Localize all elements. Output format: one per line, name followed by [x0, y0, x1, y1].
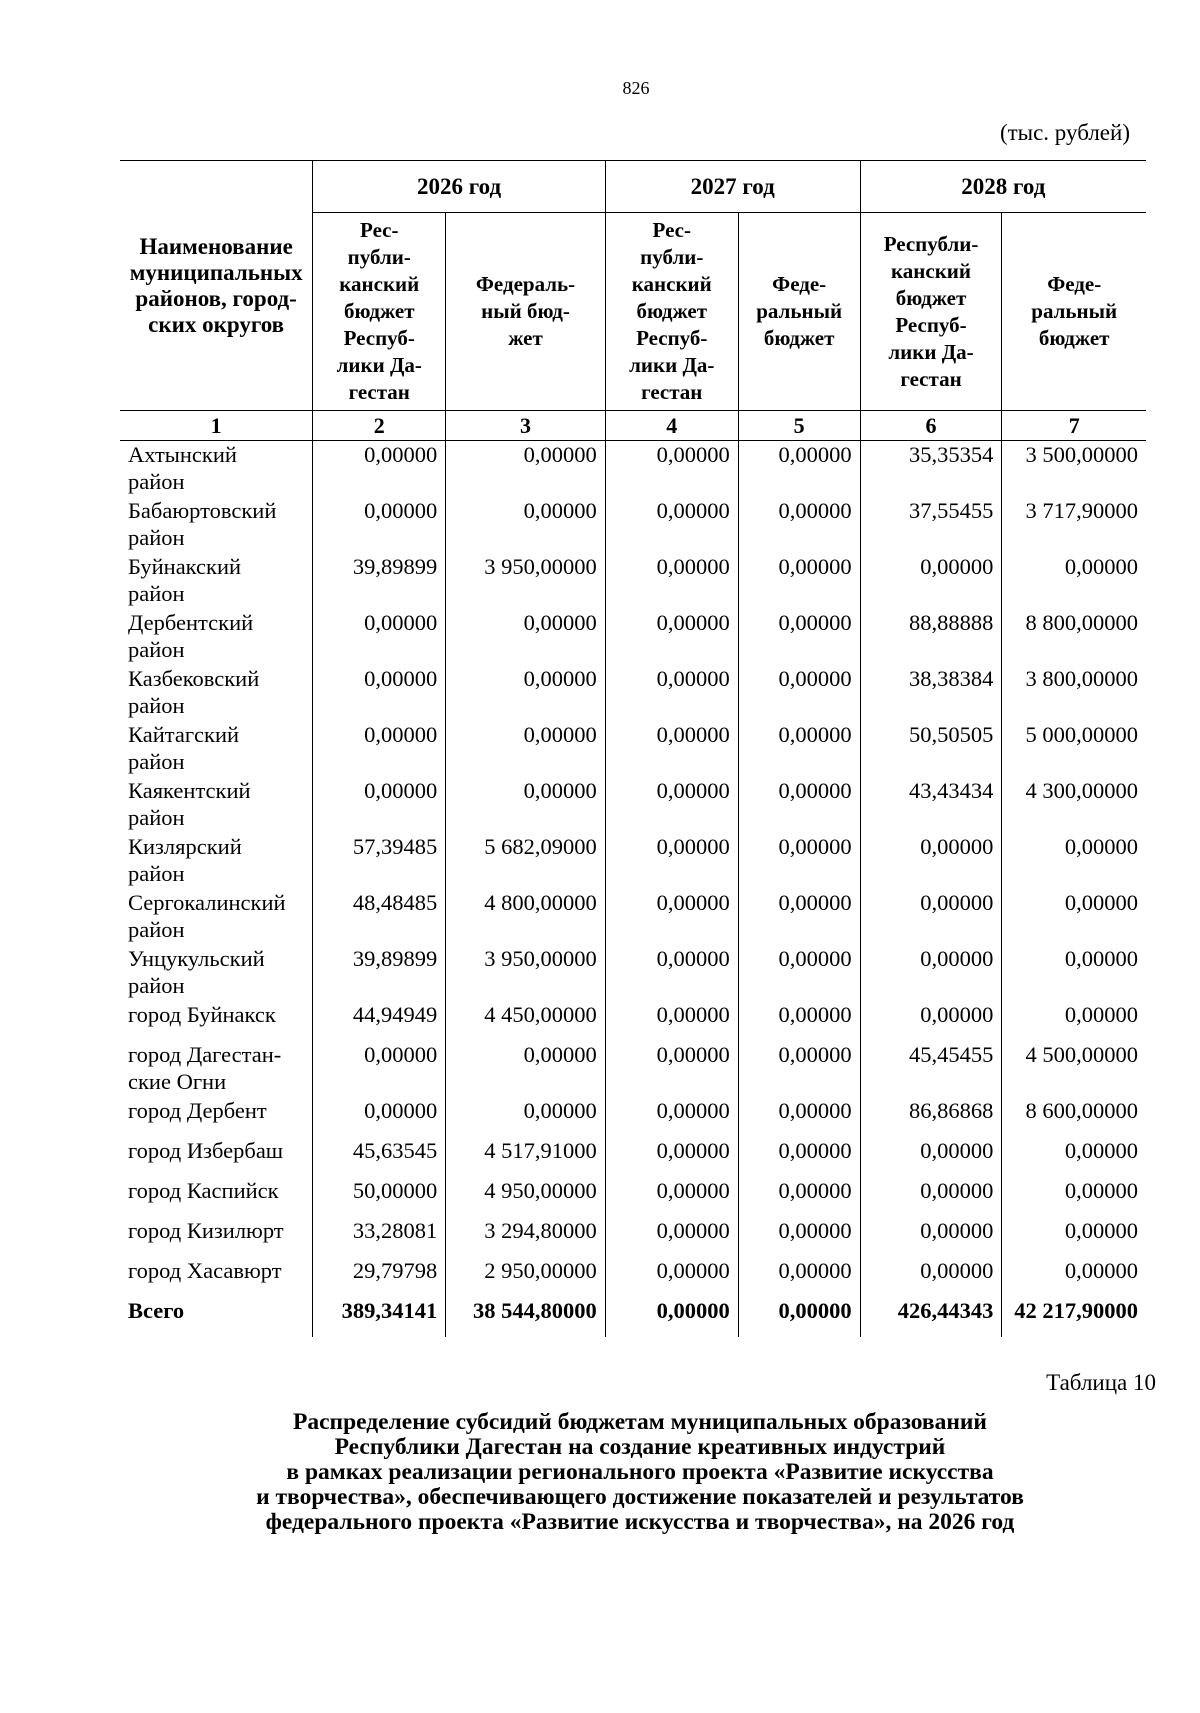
- name-header-line: муниципальных: [129, 259, 303, 285]
- table-row: [120, 833, 1146, 889]
- column-number: 1: [120, 411, 313, 441]
- value-cell: 0,00000: [1002, 1001, 1146, 1041]
- municipality-name: [120, 1041, 313, 1097]
- municipality-name-line: ские Огни: [128, 1068, 227, 1094]
- municipality-name: [120, 889, 313, 945]
- municipality-name: [120, 833, 313, 889]
- municipality-name: [120, 1097, 313, 1137]
- municipality-name-line: Казбековский: [128, 665, 260, 691]
- value-cell: 0,00000: [605, 1097, 738, 1137]
- value-cell: 2 950,00000: [446, 1257, 606, 1297]
- municipality-name: [120, 1137, 313, 1177]
- value-cell: 0,00000: [1002, 889, 1146, 945]
- total-value-cell: 42 217,90000: [1002, 1297, 1146, 1337]
- municipality-name: [120, 441, 313, 497]
- table-row: [120, 1177, 1146, 1217]
- value-cell: 3 950,00000: [446, 945, 606, 1001]
- value-cell: 0,00000: [446, 721, 606, 777]
- value-cell: 0,00000: [605, 1257, 738, 1297]
- value-cell: 38,38384: [860, 665, 1002, 721]
- total-value-cell: 38 544,80000: [446, 1297, 606, 1337]
- value-cell: 0,00000: [738, 1001, 860, 1041]
- value-cell: 0,00000: [605, 1041, 738, 1097]
- value-cell: 0,00000: [1002, 833, 1146, 889]
- value-cell: 0,00000: [738, 721, 860, 777]
- municipality-name-line: город Буйнакск: [128, 1001, 276, 1027]
- municipality-name-line: Сергокалинский: [128, 889, 286, 915]
- total-row: [120, 1297, 1146, 1337]
- name-column-header: [120, 161, 313, 411]
- value-cell: 0,00000: [605, 497, 738, 553]
- column-number: 5: [738, 411, 860, 441]
- value-cell: 4 500,00000: [1002, 1041, 1146, 1097]
- value-cell: 0,00000: [738, 441, 860, 497]
- value-cell: 0,00000: [738, 1257, 860, 1297]
- subheader-line: Феде-: [1047, 272, 1102, 296]
- table-row: [120, 945, 1146, 1001]
- value-cell: 0,00000: [446, 497, 606, 553]
- value-cell: 0,00000: [313, 441, 446, 497]
- total-label: Всего: [128, 1297, 185, 1323]
- value-cell: 0,00000: [860, 1001, 1002, 1041]
- value-cell: 45,63545: [313, 1137, 446, 1177]
- subheader-line: лики Да-: [629, 353, 715, 377]
- subheader-line: канский: [339, 272, 420, 296]
- subheader-line: Респуб-: [636, 326, 708, 350]
- value-cell: 35,35354: [860, 441, 1002, 497]
- municipality-name: [120, 497, 313, 553]
- subheader-line: гестан: [641, 380, 703, 404]
- value-cell: 4 450,00000: [446, 1001, 606, 1041]
- value-cell: 0,00000: [738, 1097, 860, 1137]
- value-cell: 3 800,00000: [1002, 665, 1146, 721]
- value-cell: 0,00000: [738, 1217, 860, 1257]
- value-cell: 0,00000: [738, 553, 860, 609]
- heading-line: федерального проекта «Развитие искусства и творчества», на 2026 год: [265, 1509, 1015, 1535]
- municipality-name-line: город Каспийск: [128, 1177, 279, 1203]
- value-cell: 39,89899: [313, 945, 446, 1001]
- name-header-line: ских округов: [148, 311, 285, 337]
- value-cell: 0,00000: [446, 1097, 606, 1137]
- subheader-line: Феде-: [772, 272, 827, 296]
- subheader-line: лики Да-: [888, 339, 974, 364]
- value-cell: 0,00000: [605, 889, 738, 945]
- value-cell: 0,00000: [738, 777, 860, 833]
- column-number: 4: [605, 411, 738, 441]
- value-cell: 0,00000: [738, 1177, 860, 1217]
- subheader-line: гестан: [900, 366, 962, 391]
- municipality-name-line: город Дербент: [128, 1097, 267, 1123]
- value-cell: 0,00000: [313, 1041, 446, 1097]
- total-value-cell: 389,34141: [313, 1297, 446, 1337]
- value-cell: 0,00000: [860, 553, 1002, 609]
- table-row: [120, 497, 1146, 553]
- table-row: [120, 665, 1146, 721]
- heading-line: и творчества», обеспечивающего достижение показателей и результатов: [256, 1484, 1024, 1510]
- value-cell: 0,00000: [738, 1041, 860, 1097]
- municipality-name-line: Унцукульский: [128, 945, 265, 971]
- page-number: 826: [622, 78, 650, 98]
- subheader-regional-2028: [860, 213, 1002, 411]
- subheader-line: канский: [631, 272, 712, 296]
- table-row: [120, 1257, 1146, 1297]
- subheader-line: бюджет: [1038, 326, 1110, 350]
- subheader-regional-2026: [313, 213, 446, 411]
- heading-line: Республики Дагестан на создание креативных индустрий: [334, 1434, 946, 1460]
- table-body: [120, 441, 1146, 1337]
- value-cell: 0,00000: [860, 1137, 1002, 1177]
- municipality-name-line: город Кизилюрт: [128, 1217, 284, 1243]
- subheader-line: бюджет: [895, 285, 967, 310]
- heading-line: Распределение субсидий бюджетам муниципальных образований: [293, 1409, 987, 1435]
- value-cell: 0,00000: [605, 1137, 738, 1177]
- value-cell: 0,00000: [605, 945, 738, 1001]
- subheader-federal-2027: [738, 213, 860, 411]
- subheader-line: Рес-: [652, 218, 691, 242]
- value-cell: 37,55455: [860, 497, 1002, 553]
- municipality-name-line: Дербентский: [128, 609, 254, 635]
- table-row: [120, 1041, 1146, 1097]
- year-header-2027: 2027 год: [605, 161, 860, 213]
- value-cell: 0,00000: [1002, 1177, 1146, 1217]
- value-cell: 5 682,09000: [446, 833, 606, 889]
- value-cell: 0,00000: [605, 777, 738, 833]
- value-cell: 88,88888: [860, 609, 1002, 665]
- table-row: [120, 721, 1146, 777]
- table-row: [120, 889, 1146, 945]
- name-header-line: районов, город-: [135, 285, 297, 311]
- total-value-cell: 0,00000: [605, 1297, 738, 1337]
- value-cell: 0,00000: [1002, 1217, 1146, 1257]
- value-cell: 0,00000: [738, 945, 860, 1001]
- value-cell: 0,00000: [605, 721, 738, 777]
- municipality-name-line: район: [128, 972, 185, 998]
- subheader-line: Республи-: [883, 231, 979, 256]
- value-cell: 0,00000: [860, 945, 1002, 1001]
- subheader-line: ральный: [1031, 299, 1118, 323]
- table-row: [120, 777, 1146, 833]
- total-value-cell: 0,00000: [738, 1297, 860, 1337]
- subheader-regional-2027: [605, 213, 738, 411]
- value-cell: 0,00000: [313, 721, 446, 777]
- municipality-name-line: Кайтагский: [128, 721, 240, 747]
- value-cell: 0,00000: [1002, 1137, 1146, 1177]
- subheader-line: Федераль-: [475, 272, 576, 296]
- value-cell: 0,00000: [605, 1177, 738, 1217]
- value-cell: 86,86868: [860, 1097, 1002, 1137]
- municipality-name: [120, 553, 313, 609]
- municipality-name-line: город Хасавюрт: [128, 1257, 282, 1283]
- value-cell: 0,00000: [446, 665, 606, 721]
- heading-line: в рамках реализации регионального проекта «Развитие искусства: [286, 1459, 994, 1485]
- value-cell: 0,00000: [738, 889, 860, 945]
- municipality-name-line: район: [128, 860, 185, 886]
- subheader-line: публи-: [640, 245, 704, 269]
- subheader-line: жет: [508, 326, 543, 350]
- value-cell: 0,00000: [605, 553, 738, 609]
- subheader-federal-2028: [1002, 213, 1146, 411]
- value-cell: 8 600,00000: [1002, 1097, 1146, 1137]
- value-cell: 0,00000: [313, 1097, 446, 1137]
- value-cell: 0,00000: [738, 497, 860, 553]
- municipality-name: [120, 1257, 313, 1297]
- value-cell: 4 517,91000: [446, 1137, 606, 1177]
- value-cell: 0,00000: [605, 1217, 738, 1257]
- total-value-cell: 426,44343: [860, 1297, 1002, 1337]
- value-cell: 0,00000: [605, 665, 738, 721]
- municipality-name: [120, 609, 313, 665]
- subsidy-table: [120, 160, 1146, 1337]
- value-cell: 0,00000: [605, 441, 738, 497]
- value-cell: 50,50505: [860, 721, 1002, 777]
- value-cell: 0,00000: [313, 665, 446, 721]
- value-cell: 29,79798: [313, 1257, 446, 1297]
- column-number: 6: [860, 411, 1002, 441]
- value-cell: 3 294,80000: [446, 1217, 606, 1257]
- value-cell: 0,00000: [860, 1177, 1002, 1217]
- value-cell: 57,39485: [313, 833, 446, 889]
- value-cell: 0,00000: [860, 1257, 1002, 1297]
- name-header-line: Наименование: [139, 233, 293, 259]
- municipality-name-line: район: [128, 692, 185, 718]
- municipality-name-line: Ахтынский: [128, 442, 237, 467]
- section-heading: [150, 1410, 1130, 1535]
- table-row: [120, 553, 1146, 609]
- value-cell: 8 800,00000: [1002, 609, 1146, 665]
- table-row: [120, 1217, 1146, 1257]
- table-row: [120, 609, 1146, 665]
- subheader-line: ный бюд-: [481, 299, 570, 323]
- value-cell: 3 950,00000: [446, 553, 606, 609]
- value-cell: 0,00000: [605, 833, 738, 889]
- value-cell: 0,00000: [738, 1137, 860, 1177]
- value-cell: 0,00000: [738, 609, 860, 665]
- municipality-name: [120, 665, 313, 721]
- table-row: [120, 1097, 1146, 1137]
- value-cell: 0,00000: [605, 1001, 738, 1041]
- value-cell: 0,00000: [860, 833, 1002, 889]
- value-cell: 33,28081: [313, 1217, 446, 1257]
- value-cell: 48,48485: [313, 889, 446, 945]
- table-row: [120, 1137, 1146, 1177]
- subheader-line: лики Да-: [336, 353, 422, 377]
- value-cell: 0,00000: [313, 777, 446, 833]
- municipality-name-line: город Избербаш: [128, 1137, 284, 1163]
- value-cell: 3 717,90000: [1002, 497, 1146, 553]
- municipality-name: [120, 721, 313, 777]
- value-cell: 0,00000: [605, 609, 738, 665]
- value-cell: 0,00000: [446, 777, 606, 833]
- municipality-name-line: Бабаюртовский: [128, 497, 277, 523]
- municipality-name: [120, 1001, 313, 1041]
- value-cell: 0,00000: [1002, 945, 1146, 1001]
- municipality-name-line: район: [128, 469, 185, 494]
- value-cell: 4 300,00000: [1002, 777, 1146, 833]
- value-cell: 39,89899: [313, 553, 446, 609]
- municipality-name-line: Каякентский: [128, 777, 251, 803]
- value-cell: 0,00000: [1002, 1257, 1146, 1297]
- table-row: [120, 441, 1146, 497]
- value-cell: 0,00000: [446, 1041, 606, 1097]
- municipality-name: [120, 1177, 313, 1217]
- municipality-name: [120, 777, 313, 833]
- value-cell: 0,00000: [1002, 553, 1146, 609]
- value-cell: 0,00000: [313, 609, 446, 665]
- value-cell: 0,00000: [313, 497, 446, 553]
- municipality-name: [120, 945, 313, 1001]
- subheader-line: Рес-: [360, 218, 399, 242]
- value-cell: 0,00000: [860, 889, 1002, 945]
- municipality-name-line: район: [128, 524, 185, 550]
- subheader-line: бюджет: [763, 326, 835, 350]
- units-label: (тыс. рублей): [999, 120, 1130, 145]
- subheader-line: канский: [891, 258, 972, 283]
- subheader-line: гестан: [348, 380, 410, 404]
- value-cell: 3 500,00000: [1002, 441, 1146, 497]
- municipality-name-line: город Дагестан-: [128, 1041, 282, 1067]
- municipality-name-line: Буйнакский: [128, 553, 242, 579]
- column-number: 3: [446, 411, 606, 441]
- municipality-name-line: район: [128, 748, 185, 774]
- subheader-line: Респуб-: [343, 326, 415, 350]
- value-cell: 0,00000: [446, 609, 606, 665]
- table-row: [120, 1001, 1146, 1041]
- value-cell: 43,43434: [860, 777, 1002, 833]
- year-header-2028: 2028 год: [860, 161, 1146, 213]
- column-number: 7: [1002, 411, 1146, 441]
- column-number: 2: [313, 411, 446, 441]
- value-cell: 4 800,00000: [446, 889, 606, 945]
- value-cell: 0,00000: [738, 665, 860, 721]
- value-cell: 50,00000: [313, 1177, 446, 1217]
- subheader-line: ральный: [756, 299, 843, 323]
- municipality-name-line: район: [128, 804, 185, 830]
- value-cell: 45,45455: [860, 1041, 1002, 1097]
- subheader-federal-2026: [446, 213, 606, 411]
- subheader-line: бюджет: [343, 299, 415, 323]
- municipality-name-line: район: [128, 580, 185, 606]
- value-cell: 0,00000: [738, 833, 860, 889]
- subheader-line: Респуб-: [895, 312, 967, 337]
- municipality-name: [120, 1217, 313, 1257]
- value-cell: 0,00000: [446, 441, 606, 497]
- value-cell: 5 000,00000: [1002, 721, 1146, 777]
- subheader-line: публи-: [347, 245, 411, 269]
- value-cell: 0,00000: [860, 1217, 1002, 1257]
- subheader-line: бюджет: [636, 299, 708, 323]
- value-cell: 4 950,00000: [446, 1177, 606, 1217]
- value-cell: 44,94949: [313, 1001, 446, 1041]
- municipality-name-line: Кизлярский: [128, 833, 242, 859]
- municipality-name-line: район: [128, 916, 185, 942]
- year-header-2026: 2026 год: [313, 161, 606, 213]
- municipality-name-line: район: [128, 636, 185, 662]
- table-number: Таблица 10: [1046, 1370, 1156, 1395]
